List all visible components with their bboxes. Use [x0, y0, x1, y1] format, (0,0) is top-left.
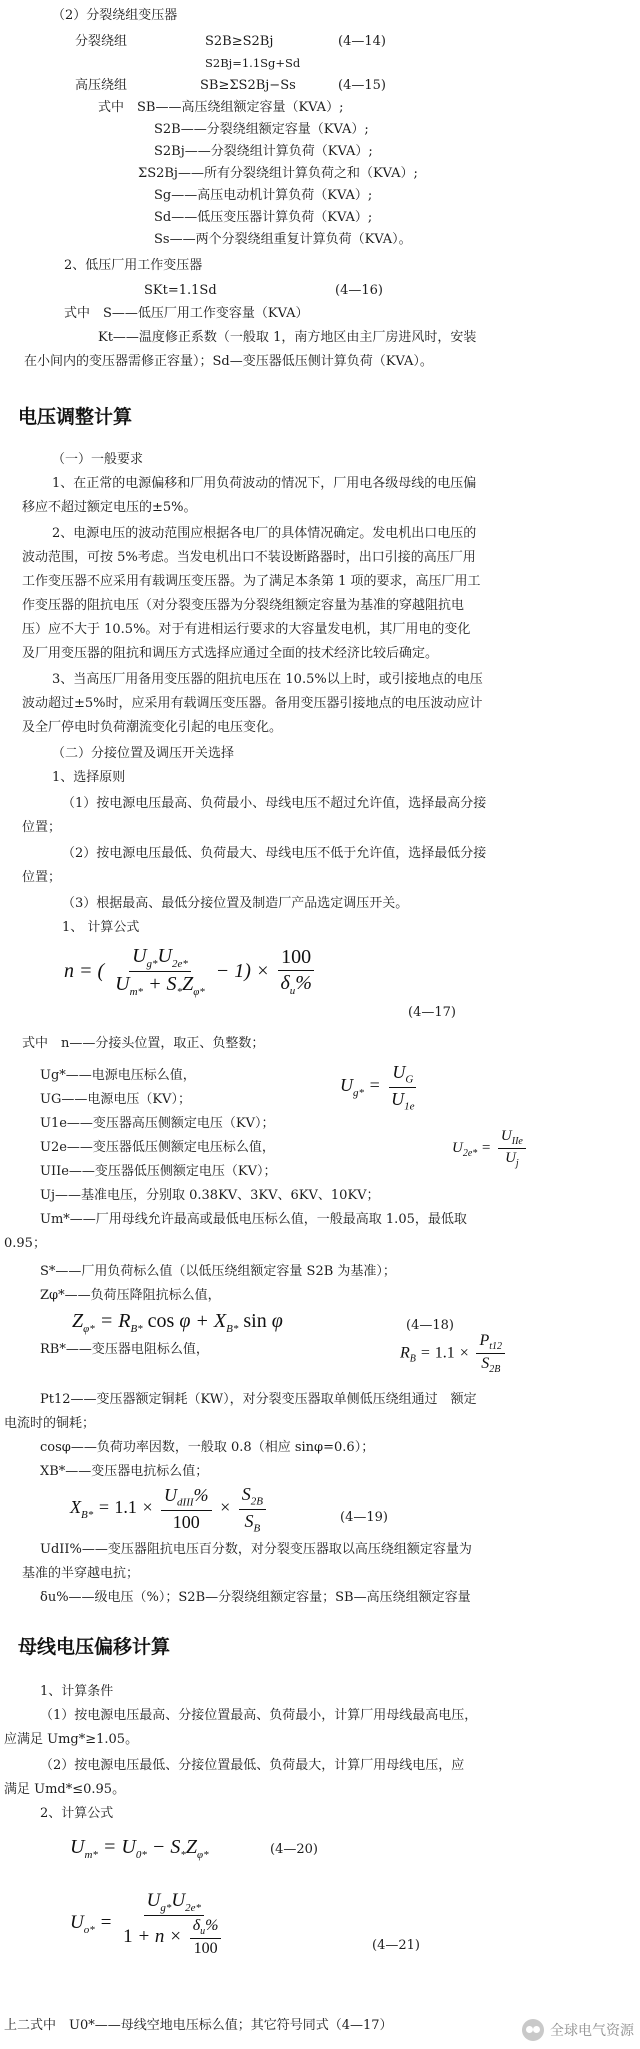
text-line: SKt=1.1Sd: [144, 283, 217, 298]
text-line: Um*——厂用母线允许最高或最低电压标么值，一般最高取 1.05，最低取: [40, 1212, 467, 1227]
text-line: 及全厂停电时负荷潮流变化引起的电压变化。: [22, 720, 283, 735]
text-line: 工作变压器不应采用有载调压变压器。为了满足本条第 1 项的要求，高压厂用工: [22, 574, 481, 589]
formula-4-19: $X_{B*} = 1.1$ × $\frac{U_{dIII}\%}{100}$ × $\frac{S_{2B}}{S_B}$: [70, 1484, 269, 1534]
text-line: （2）按电源电压最低、负荷最大、母线电压不低于允许值，选择最低分接: [62, 846, 487, 861]
text-line: XB*——变压器电抗标么值；: [40, 1464, 209, 1479]
equation-number: (4—14): [338, 34, 386, 49]
section-heading-voltage-adjustment: 电压调整计算: [18, 406, 133, 428]
text-line: （1）按电源电压最高、分接位置最高、负荷最小，计算厂用母线最高电压，: [40, 1708, 478, 1723]
text-line: 1、选择原则: [52, 770, 126, 785]
text-line: S2B——分裂绕组额定容量（KVA）;: [154, 122, 369, 137]
text-line: U2e——变压器低压侧额定电压标么值，: [40, 1140, 275, 1155]
text-line: U1e——变压器高压侧额定电压（KV）；: [40, 1116, 275, 1131]
text-line: 3、当高压厂用备用变压器的阻抗电压在 10.5%以上时，或引接地点的电压: [52, 672, 483, 687]
text-line: S2Bj=1.1Sg+Sd: [205, 56, 301, 70]
text-line: 2、计算公式: [40, 1806, 114, 1821]
text-line: Sg——高压电动机计算负荷（KVA）;: [154, 188, 373, 203]
text-line: 在小间内的变压器需修正容量）；Sd—变压器低压侧计算负荷（KVA）。: [24, 354, 433, 369]
text-line: ΣS2Bj——所有分裂绕组计算负荷之和（KVA）;: [138, 166, 418, 181]
text-line: 上二式中 U0*——母线空地电压标么值；其它符号同式（4—17）: [4, 2018, 393, 2033]
text-line: （二）分接位置及调压开关选择: [52, 746, 235, 761]
text-line: （2）分裂绕组变压器: [52, 8, 178, 23]
text-line: 满足 Umd*≤0.95。: [4, 1782, 126, 1797]
text-line: 波动超过±5%时，应采用有载调压变压器。备用变压器引接地点的电压波动应计: [22, 696, 483, 711]
text-line: 1、 计算公式: [62, 920, 140, 935]
text-line: （2）按电源电压最低、分接位置最低、负荷最大，计算厂用母线电压，应: [40, 1758, 465, 1773]
formula-4-18: $Z_{\varphi*} = R_{B*}$ $\cos \varphi + X_{B*}$ sin φ: [72, 1310, 283, 1335]
text-line: 高压绕组: [75, 78, 128, 93]
text-line: 位置；: [22, 870, 62, 885]
text-line: 电流时的铜耗；: [4, 1416, 96, 1431]
text-line: cosφ——负荷功率因数，一般取 0.8（相应 sinφ=0.6）；: [40, 1440, 375, 1455]
formula-4-20: $U_{m*} = U_{0*} - S_*Z_{\varphi*}$: [70, 1836, 209, 1861]
equation-number: (4—20): [270, 1842, 318, 1857]
text-line: 基准的半穿越电抗；: [22, 1566, 140, 1581]
text-line: S2B≥S2Bj: [205, 34, 274, 49]
text-line: 1、在正常的电源偏移和厂用负荷波动的情况下，厂用电各级母线的电压偏: [52, 476, 477, 491]
text-line: S2Bj——分裂绕组计算负荷（KVA）;: [154, 144, 373, 159]
text-line: SB≥ΣS2Bj−Ss: [200, 78, 296, 93]
section-heading-bus-voltage-offset: 母线电压偏移计算: [18, 1636, 171, 1658]
equation-number: (4—21): [372, 1938, 420, 1953]
equation-number: (4—17): [408, 1005, 456, 1020]
text-line: Sd——低压变压器计算负荷（KVA）;: [154, 210, 373, 225]
formula-ug: $U_{g*}$ = $\frac{U_G}{U_{1e}}$: [340, 1062, 415, 1113]
text-line: 式中 SB——高压绕组额定容量（KVA）;: [98, 100, 344, 115]
equation-number: (4—19): [340, 1510, 388, 1525]
text-line: RB*——变压器电阻标么值，: [40, 1342, 209, 1357]
text-line: （1）按电源电压最高、负荷最小、母线电压不超过允许值，选择最高分接: [62, 796, 487, 811]
formula-u2e: $U_{2e*}$ = $\frac{U_{IIe}}{U_j}$: [452, 1128, 529, 1169]
equation-number: (4—16): [335, 283, 383, 298]
formula-4-21: $U_{o*}$ = $U_{g*}U_{2e*}$ 1 + n × $\frac{\delta_u\%}{100}$: [70, 1890, 230, 1958]
text-line: 2、低压厂用工作变压器: [64, 258, 203, 273]
text-line: UdII%——变压器阻抗电压百分数，对分裂变压器取以高压绕组额定容量为: [40, 1542, 472, 1557]
formula-4-17: n = ( $\frac{U_{g*}U_{2e*}}{U_{m*} + S_*Z_{\varphi*}}$ − 1) × $\frac{100}{\delta_u\%}$: [64, 945, 318, 998]
formula-rb: $R_B = 1.1$ × $\frac{P_{t12}}{S_{2B}}$: [400, 1332, 508, 1375]
text-line: （一）一般要求: [52, 452, 144, 467]
text-line: 式中 n——分接头位置，取正、负整数；: [22, 1036, 265, 1051]
text-line: Zφ*——负荷压降阻抗标么值，: [40, 1288, 221, 1303]
text-line: （3）根据最高、最低分接位置及制造厂产品选定调压开关。: [62, 896, 409, 911]
text-line: 2、电源电压的波动范围应根据各电厂的具体情况确定。发电机出口电压的: [52, 526, 477, 541]
text-line: UG——电源电压（KV）；: [40, 1092, 191, 1107]
equation-number: (4—15): [338, 78, 386, 93]
text-line: δu%——级电压（%）；S2B—分裂绕组额定容量；SB—高压绕组额定容量: [40, 1590, 471, 1605]
text-line: 1、计算条件: [40, 1684, 114, 1699]
equation-number: (4—18): [406, 1318, 454, 1333]
text-line: 移应不超过额定电压的±5%。: [22, 500, 197, 515]
text-line: 分裂绕组: [75, 34, 128, 49]
watermark: [522, 2019, 634, 2041]
text-line: 位置；: [22, 820, 62, 835]
text-line: S*——厂用负荷标么值（以低压绕组额定容量 S2B 为基准）；: [40, 1264, 396, 1279]
text-line: 波动范围，可按 5%考虑。当发电机出口不装设断路器时，出口引接的高压厂用: [22, 550, 476, 565]
text-line: Ug*——电源电压标么值，: [40, 1068, 196, 1083]
text-line: 作变压器的阻抗电压（对分裂变压器为分裂绕组额定容量为基准的穿越阻抗电: [22, 598, 465, 613]
text-line: Pt12——变压器额定铜耗（KW），对分裂变压器取单侧低压绕组通过 额定: [40, 1392, 477, 1407]
text-line: 0.95；: [4, 1236, 46, 1251]
text-line: Ss——两个分裂绕组重复计算负荷（KVA）。: [154, 232, 412, 247]
wechat-icon: [522, 2019, 544, 2041]
text-line: 压）应不大于 10.5%。对于有进相运行要求的大容量发电机，其厂用电的变化: [22, 622, 471, 637]
text-line: Uj——基准电压，分别取 0.38KV、3KV、6KV、10KV；: [40, 1188, 380, 1203]
text-line: 式中 S——低压厂用工作变容量（KVA）: [64, 306, 309, 321]
watermark-text: 全球电气资源: [550, 2023, 634, 2039]
text-line: UIIe——变压器低压侧额定电压（KV）；: [40, 1164, 277, 1179]
text-line: 应满足 Umg*≥1.05。: [4, 1732, 139, 1747]
text-line: 及厂用变压器的阻抗和调压方式选择应通过全面的技术经济比较后确定。: [22, 646, 439, 661]
text-line: Kt——温度修正系数（一般取 1，南方地区由主厂房进风时，安装: [98, 330, 477, 345]
